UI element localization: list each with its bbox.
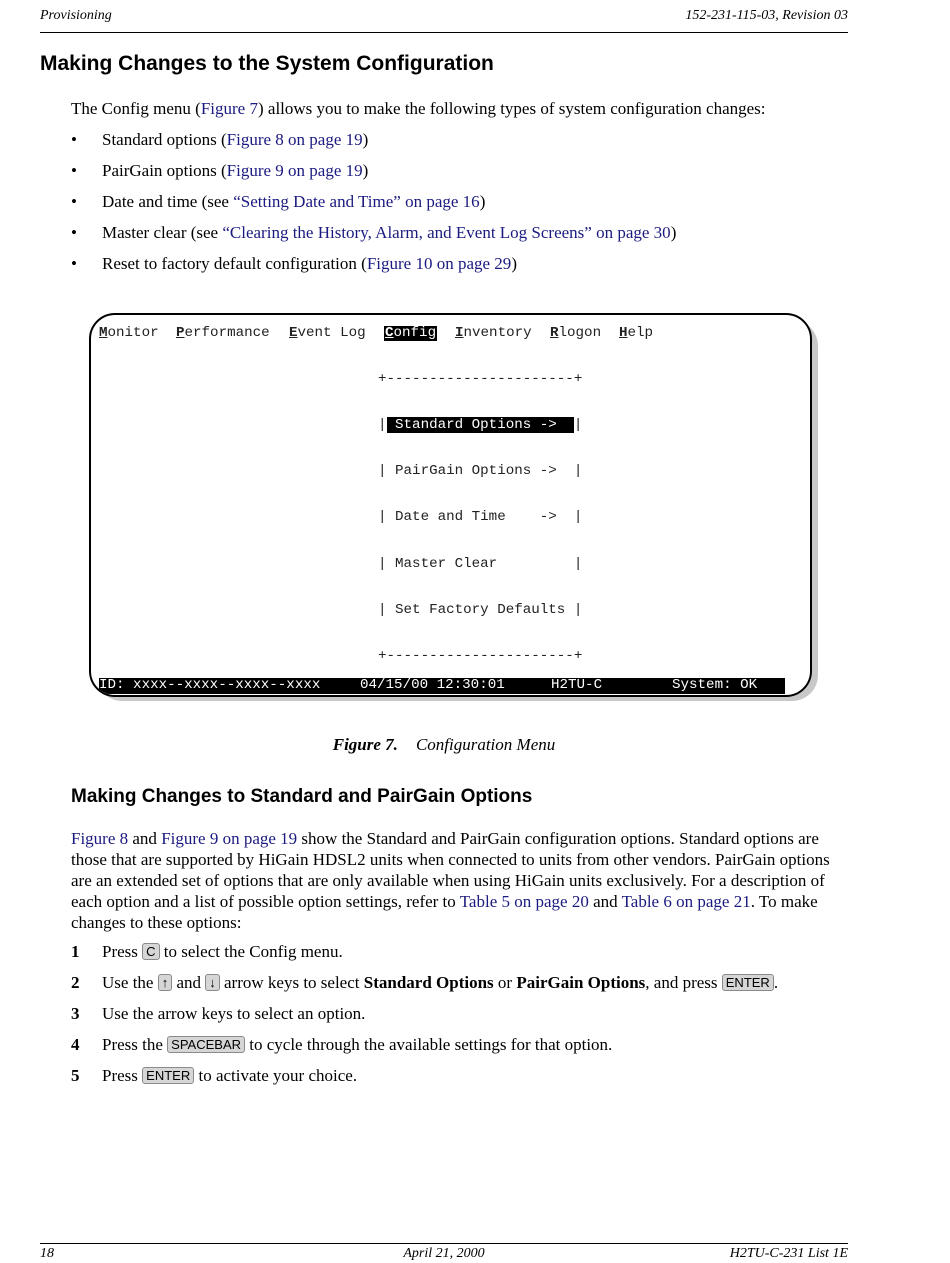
footer-date: April 21, 2000 bbox=[403, 1246, 485, 1261]
menu-label: logon bbox=[558, 325, 602, 341]
terminal-status-bar bbox=[99, 678, 785, 694]
config-dropdown bbox=[378, 341, 582, 695]
key-spacebar: SPACEBAR bbox=[167, 1036, 245, 1053]
step-text: Press bbox=[102, 942, 143, 961]
page-title: Making Changes to the System Configuration bbox=[40, 52, 494, 75]
step-text: , and press bbox=[645, 973, 722, 992]
menu-label: nventory bbox=[463, 325, 532, 341]
bullet-text: PairGain options ( bbox=[102, 161, 227, 180]
menu-rlogon[interactable] bbox=[550, 326, 601, 341]
dropdown-item-label: Standard Options -> bbox=[386, 417, 574, 434]
arrow-down-key-icon: ↓ bbox=[205, 974, 220, 991]
bullet-text-after: ) bbox=[362, 130, 369, 149]
link-figure-9[interactable]: Figure 9 on page 19 bbox=[226, 161, 363, 180]
step-text: Press the bbox=[102, 1035, 168, 1054]
bullet-dot: • bbox=[71, 223, 77, 242]
link-table-5[interactable]: Table 5 on page 20 bbox=[459, 892, 589, 911]
menu-hotkey: I bbox=[455, 325, 464, 341]
bullet-text-after: ) bbox=[670, 223, 677, 242]
dropdown-item-pairgain-options[interactable]: | PairGain Options -> | bbox=[378, 463, 583, 480]
dropdown-item-label: Set Factory Defaults bbox=[386, 601, 574, 618]
menu-hotkey: H bbox=[619, 325, 628, 341]
menu-help[interactable] bbox=[619, 326, 653, 341]
intro-paragraph bbox=[71, 98, 841, 119]
link-figure-8[interactable]: Figure 8 on page 19 bbox=[226, 130, 363, 149]
link-figure-8[interactable]: Figure 8 bbox=[71, 829, 129, 848]
menu-config[interactable] bbox=[384, 326, 437, 341]
bullet-text-after: ) bbox=[511, 254, 517, 273]
step-text: . bbox=[773, 973, 779, 992]
step-text: to activate your choice. bbox=[194, 1066, 358, 1085]
menu-hotkey: R bbox=[550, 325, 559, 341]
dropdown-item-factory-defaults[interactable]: | Set Factory Defaults | bbox=[378, 601, 583, 618]
bullet-text: Reset to factory default configuration ( bbox=[102, 254, 367, 273]
bullet-dot: • bbox=[71, 254, 77, 273]
link-setting-date-time[interactable]: “Setting Date and Time” on page 16 bbox=[233, 192, 480, 211]
link-table-6[interactable]: Table 6 on page 21 bbox=[621, 892, 751, 911]
bullet-text-after: ) bbox=[362, 161, 369, 180]
status-unit: H2TU-C bbox=[551, 677, 603, 693]
page-number: 18 bbox=[40, 1246, 54, 1261]
step-number: 1 bbox=[71, 942, 80, 961]
link-clearing-history[interactable]: “Clearing the History, Alarm, and Event Log Screens” on page 30 bbox=[222, 223, 671, 242]
dropdown-item-label: Date and Time -> bbox=[386, 509, 574, 526]
arrow-up-key-icon: ↑ bbox=[158, 974, 173, 991]
standard-options-term: Standard Options bbox=[363, 973, 494, 992]
terminal-screen bbox=[89, 313, 812, 697]
step-text: Use the arrow keys to select an option. bbox=[102, 1004, 366, 1023]
step-text: and bbox=[172, 973, 206, 992]
menu-inventory[interactable] bbox=[455, 326, 532, 341]
menu-label: onitor bbox=[107, 325, 159, 341]
status-datetime: 04/15/00 12:30:01 bbox=[360, 677, 505, 693]
footer-product: H2TU-C-231 List 1E bbox=[729, 1246, 848, 1261]
step-number: 2 bbox=[71, 973, 80, 992]
figure-title: Configuration Menu bbox=[415, 735, 556, 754]
menu-event-log[interactable] bbox=[289, 326, 366, 341]
section-heading: Making Changes to Standard and PairGain Options bbox=[71, 786, 533, 807]
dropdown-item-label: Master Clear bbox=[386, 555, 574, 572]
step-text: to cycle through the available settings for that option. bbox=[245, 1035, 613, 1054]
step-text: to select the Config menu. bbox=[159, 942, 343, 961]
menu-hotkey: E bbox=[289, 325, 298, 341]
key-c: C bbox=[142, 943, 159, 960]
menu-label: onfig bbox=[393, 325, 437, 341]
running-header bbox=[40, 8, 848, 33]
figure-caption bbox=[0, 735, 888, 755]
step-text: or bbox=[493, 973, 517, 992]
dropdown-item-standard-options[interactable]: | Standard Options -> | bbox=[378, 417, 583, 434]
link-figure-7[interactable]: Figure 7 bbox=[200, 99, 258, 118]
link-figure-9[interactable]: Figure 9 on page 19 bbox=[161, 829, 298, 848]
step-text: Use the bbox=[102, 973, 158, 992]
step-text: arrow keys to select bbox=[219, 973, 364, 992]
body-text: . To make changes to these options: bbox=[71, 892, 818, 932]
bullet-text-after: ) bbox=[479, 192, 486, 211]
running-footer bbox=[40, 1243, 848, 1262]
figure-label: Figure 7. bbox=[332, 735, 398, 754]
dropdown-border-bottom: +----------------------+ bbox=[378, 648, 583, 665]
menu-hotkey: C bbox=[385, 325, 394, 341]
key-enter: ENTER bbox=[722, 974, 774, 991]
link-figure-10[interactable]: Figure 10 on page 29 bbox=[366, 254, 512, 273]
bullet-dot: • bbox=[71, 161, 77, 180]
status-id: ID: xxxx--xxxx--xxxx--xxxx bbox=[99, 677, 321, 693]
menu-hotkey: P bbox=[176, 325, 185, 341]
intro-text-before: The Config menu ( bbox=[71, 99, 201, 118]
step-number: 5 bbox=[71, 1066, 80, 1085]
key-enter: ENTER bbox=[142, 1067, 194, 1084]
bullet-text: Date and time (see bbox=[102, 192, 234, 211]
body-text: and bbox=[128, 829, 162, 848]
menu-monitor[interactable] bbox=[99, 326, 159, 341]
status-system: System: OK bbox=[672, 677, 758, 693]
dropdown-item-date-time[interactable]: | Date and Time -> | bbox=[378, 509, 583, 526]
dropdown-item-label: PairGain Options -> bbox=[386, 463, 574, 480]
step-text: Press bbox=[102, 1066, 143, 1085]
header-section: Provisioning bbox=[40, 8, 112, 23]
bullet-dot: • bbox=[71, 130, 77, 149]
options-paragraph bbox=[71, 828, 846, 933]
intro-text-after: ) allows you to make the following types of system configuration changes: bbox=[257, 99, 766, 118]
menu-label: elp bbox=[627, 325, 654, 341]
body-text: show the Standard and PairGain configuration options. Standard options are those that are supported by HiGain HDSL2 units when connected to units from other vendors. PairGain options are an extended set of options that are only available when using HiGain units exclusively. For a description of each option and a list of possible option settings, refer to bbox=[71, 829, 830, 911]
bullet-dot: • bbox=[71, 192, 77, 211]
step-number: 4 bbox=[71, 1035, 80, 1054]
pairgain-options-term: PairGain Options bbox=[516, 973, 646, 992]
dropdown-item-master-clear[interactable]: | Master Clear | bbox=[378, 555, 583, 572]
menu-hotkey: M bbox=[99, 325, 108, 341]
bullet-text: Standard options ( bbox=[102, 130, 227, 149]
dropdown-border-top: +----------------------+ bbox=[378, 370, 583, 387]
menu-label: erformance bbox=[184, 325, 270, 341]
menu-performance[interactable] bbox=[176, 326, 270, 341]
bullet-text: Master clear (see bbox=[102, 223, 223, 242]
header-doc-number: 152-231-115-03, Revision 03 bbox=[685, 8, 848, 23]
step-number: 3 bbox=[71, 1004, 80, 1023]
menu-label: vent Log bbox=[297, 325, 366, 341]
body-text: and bbox=[588, 892, 622, 911]
